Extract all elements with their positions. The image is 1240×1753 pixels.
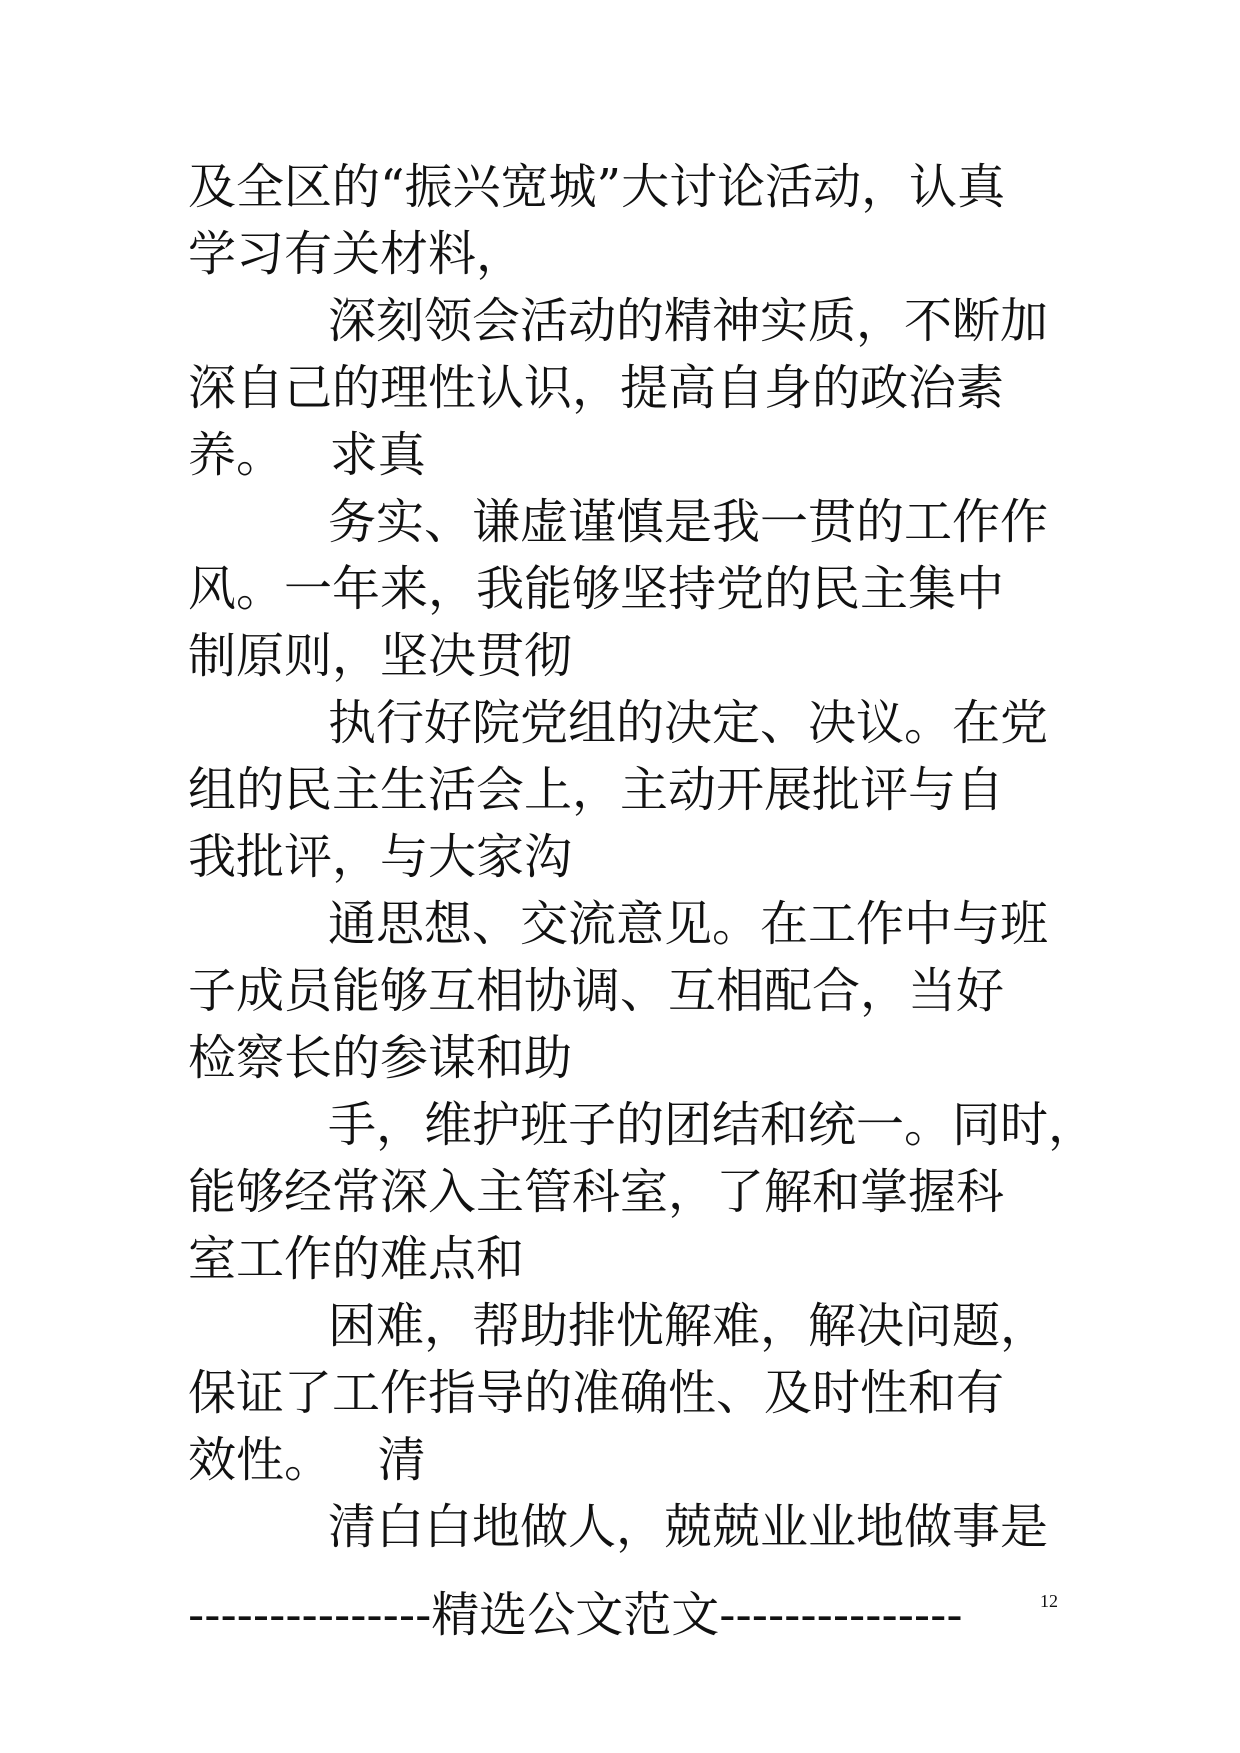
text-line: 通思想、交流意见。在工作中与班: [328, 896, 1049, 952]
text-line: 保证了工作指导的准确性、及时性和有: [188, 1365, 1005, 1421]
body-text: [188, 154, 1097, 1561]
text-line: 清白白地做人，兢兢业业地做事是: [328, 1499, 1049, 1555]
text-line: 深自己的理性认识，提高自身的政治素: [188, 360, 1005, 416]
text-line: 能够经常深入主管科室，了解和掌握科: [188, 1164, 1005, 1220]
text-line: 执行好院党组的决定、决议。在党: [328, 695, 1049, 751]
text-line: 检察长的参谋和助: [188, 1030, 573, 1086]
text-line: 养。 求真: [188, 427, 426, 483]
page-number: 12: [1040, 1591, 1058, 1611]
text-line: 我批评，与大家沟: [188, 829, 573, 885]
text-line: 手，维护班子的团结和统一。同时，: [328, 1097, 1097, 1153]
text-line: 风。一年来，我能够坚持党的民主集中: [188, 561, 1005, 617]
text-line: 及全区的“振兴宽城”大讨论活动，认真: [188, 159, 1006, 215]
text-line: 困难，帮助排忧解难，解决问题，: [328, 1298, 1049, 1354]
text-line: 室工作的难点和: [188, 1231, 525, 1287]
text-line: 深刻领会活动的精神实质，不断加: [328, 293, 1049, 349]
text-line: 效性。 清: [188, 1432, 426, 1488]
text-line: 制原则，坚决贯彻: [188, 628, 573, 684]
text-line: 组的民主生活会上，主动开展批评与自: [188, 762, 1005, 818]
text-line: 子成员能够互相协调、互相配合，当好: [188, 963, 1005, 1019]
page-footer: ---------------精选公文范文---------------: [188, 1587, 963, 1643]
text-line: 学习有关材料，: [188, 226, 525, 282]
text-line: 务实、谦虚谨慎是我一贯的工作作: [328, 494, 1049, 550]
